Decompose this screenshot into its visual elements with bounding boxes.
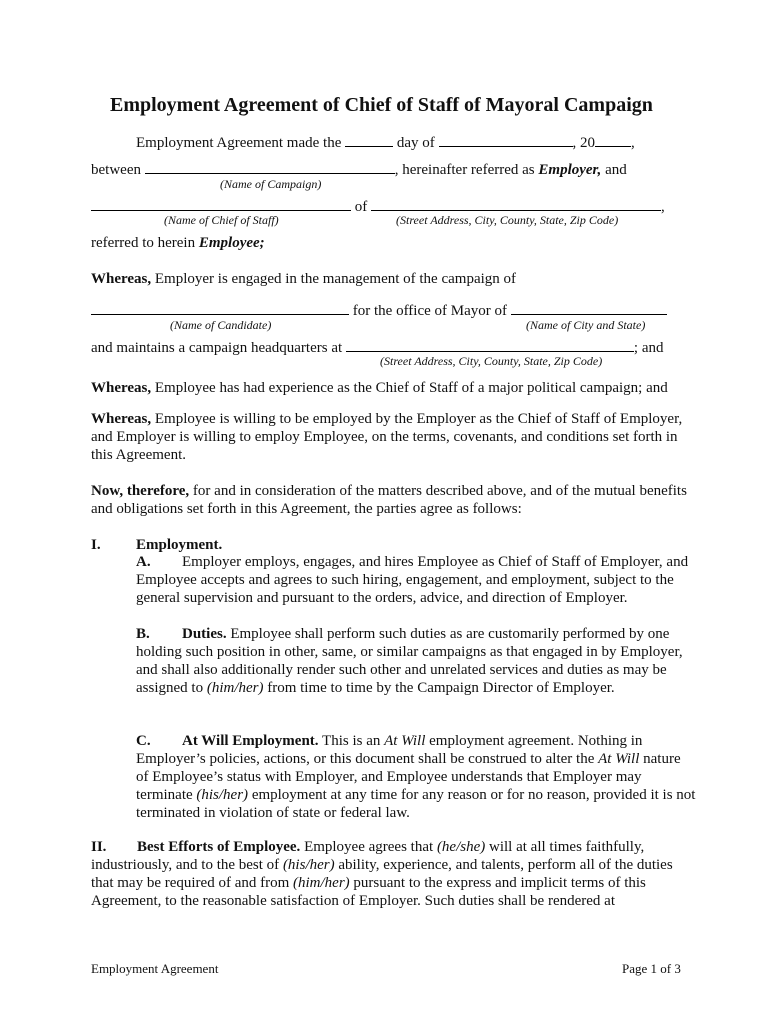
whereas-1-text: Employer is engaged in the management of the campaign of [154,271,517,287]
section-1c-paragraph [136,732,696,822]
section-2-italic-2: (his/her) [282,857,335,873]
whereas-3-label: Whereas, [91,411,152,427]
referred-employee-text: referred to herein [91,235,196,251]
chief-name-field[interactable] [91,196,351,211]
year-prefix: , 20 [572,135,596,151]
section-2-italic-3: (him/her) [293,875,350,891]
employee-term: Employee; [198,235,265,251]
name-of-city-caption: (Name of City and State) [526,318,646,332]
section-1b-heading: Duties. [182,626,227,642]
day-field[interactable] [345,132,393,147]
section-1c-heading: At Will Employment. [182,733,319,749]
section-2-italic-1: (he/she) [436,839,486,855]
hq-end-text: ; and [633,340,664,356]
of-text: of [354,199,368,215]
year-comma: , [631,135,635,151]
now-therefore-label: Now, therefore, [91,483,190,499]
section-1a-paragraph [136,553,696,607]
section-1c-text-1: This is an [322,733,381,749]
footer-left: Employment Agreement [91,961,219,976]
name-of-candidate-caption: (Name of Candidate) [170,318,272,332]
whereas-2-text: Employee has had experience as the Chief of Staff of a major political campaign; and [154,380,668,396]
candidate-name-field[interactable] [91,300,349,315]
whereas-2-label: Whereas, [91,380,152,396]
and-text: and [605,162,627,178]
intro-line-2 [91,159,627,179]
section-2-text-1: Employee agrees that [304,839,434,855]
made-the-text: Employment Agreement made the [136,135,342,151]
city-state-field[interactable] [511,300,667,315]
section-2-numeral: II. [91,839,107,855]
section-1b-text-2: from time to time by the Campaign Director of Employer. [267,680,615,696]
intro-line-1 [136,132,635,152]
chief-address-caption: (Street Address, City, County, State, Zip Code) [396,213,619,227]
section-1c-text-2: employment agreement. Nothing in Employer’s policies, actions, or this document shall be construed to alter the [136,733,643,767]
section-1c-italic-3: (his/her) [196,787,249,803]
section-1c-text-3: nature of Employee’s status with Employer, and Employee understands that Employer may terminate [136,751,681,803]
name-of-campaign-caption: (Name of Campaign) [220,177,322,191]
section-1b-italic: (him/her) [206,680,264,696]
section-1-heading: Employment. [136,537,223,553]
section-2-paragraph [91,838,691,910]
page-number: Page 1 of 3 [622,961,681,976]
section-1a-text: Employer employs, engages, and hires Employee as Chief of Staff of Employer, and Employee accepts and agrees to such hiring, engagement, and employment, subject to the general supervision and pursuant to the orders, advice, and direction of Employer. [136,554,689,606]
between-text: between [91,162,141,178]
section-2-text-3: ability, experience, and talents, perform all of the duties that may be required of and from [91,857,673,891]
now-therefore-text: for and in consideration of the matters described above, and of the mutual benefits and obligations set forth in this Agreement, the parties agree as follows: [91,483,687,517]
section-1b-text-1: Employee shall perform such duties as are customarily performed by one holding such position in other, same, or similar campaigns as that engaged in by Employer, and shall also additionally render such other and unrelated services and duties as may be assigned to [136,626,683,696]
section-2-text-4: pursuant to the express and implicit terms of this Agreement, to the reasonable satisfaction of Employer. Such duties shall be rendered at [91,875,646,909]
chief-address-field[interactable] [371,196,661,211]
name-of-chief-caption: (Name of Chief of Staff) [164,213,279,227]
candidate-line [91,300,667,320]
month-field[interactable] [439,132,573,147]
campaign-name-field[interactable] [145,159,395,174]
section-1c-italic-2: At Will [598,751,640,767]
section-2-text-2: will at all times faithfully, industriously, and to the best of [91,839,645,873]
section-1c-italic-1: At Will [384,733,426,749]
whereas-3-paragraph [91,410,691,464]
section-1b-label: B. [136,626,150,642]
day-of-text: day of [396,135,435,151]
section-1c-label: C. [136,733,151,749]
document-title: Employment Agreement of Chief of Staff of Mayoral Campaign [110,94,653,116]
hq-address-caption: (Street Address, City, County, State, Zip Code) [380,354,603,368]
section-2-heading: Best Efforts of Employee. [137,839,301,855]
referred-employer-text: , hereinafter referred as [394,162,535,178]
employer-term: Employer, [538,162,602,178]
whereas-1-label: Whereas, [91,271,152,287]
intro-line-4 [91,234,265,252]
section-1b-paragraph [136,625,696,697]
year-field[interactable] [595,132,631,147]
section-1a-label: A. [136,554,151,570]
address-comma: , [661,199,665,215]
now-therefore-paragraph [91,482,691,518]
whereas-3-text: Employee is willing to be employed by the Employer as the Chief of Staff of Employer, and Employer is willing to employ Employee, on the terms, covenants, and conditions set forth in this Agreement. [91,411,683,463]
hq-address-field[interactable] [346,337,634,352]
hq-text: and maintains a campaign headquarters at [91,340,343,356]
whereas-2-paragraph [91,379,691,397]
section-1-numeral: I. [91,537,101,553]
office-text: for the office of Mayor of [352,303,507,319]
section-1c-text-4: employment at any time for any reason or for no reason, provided it is not terminated in violation of state or federal law. [136,787,696,821]
whereas-1-line [91,270,516,288]
